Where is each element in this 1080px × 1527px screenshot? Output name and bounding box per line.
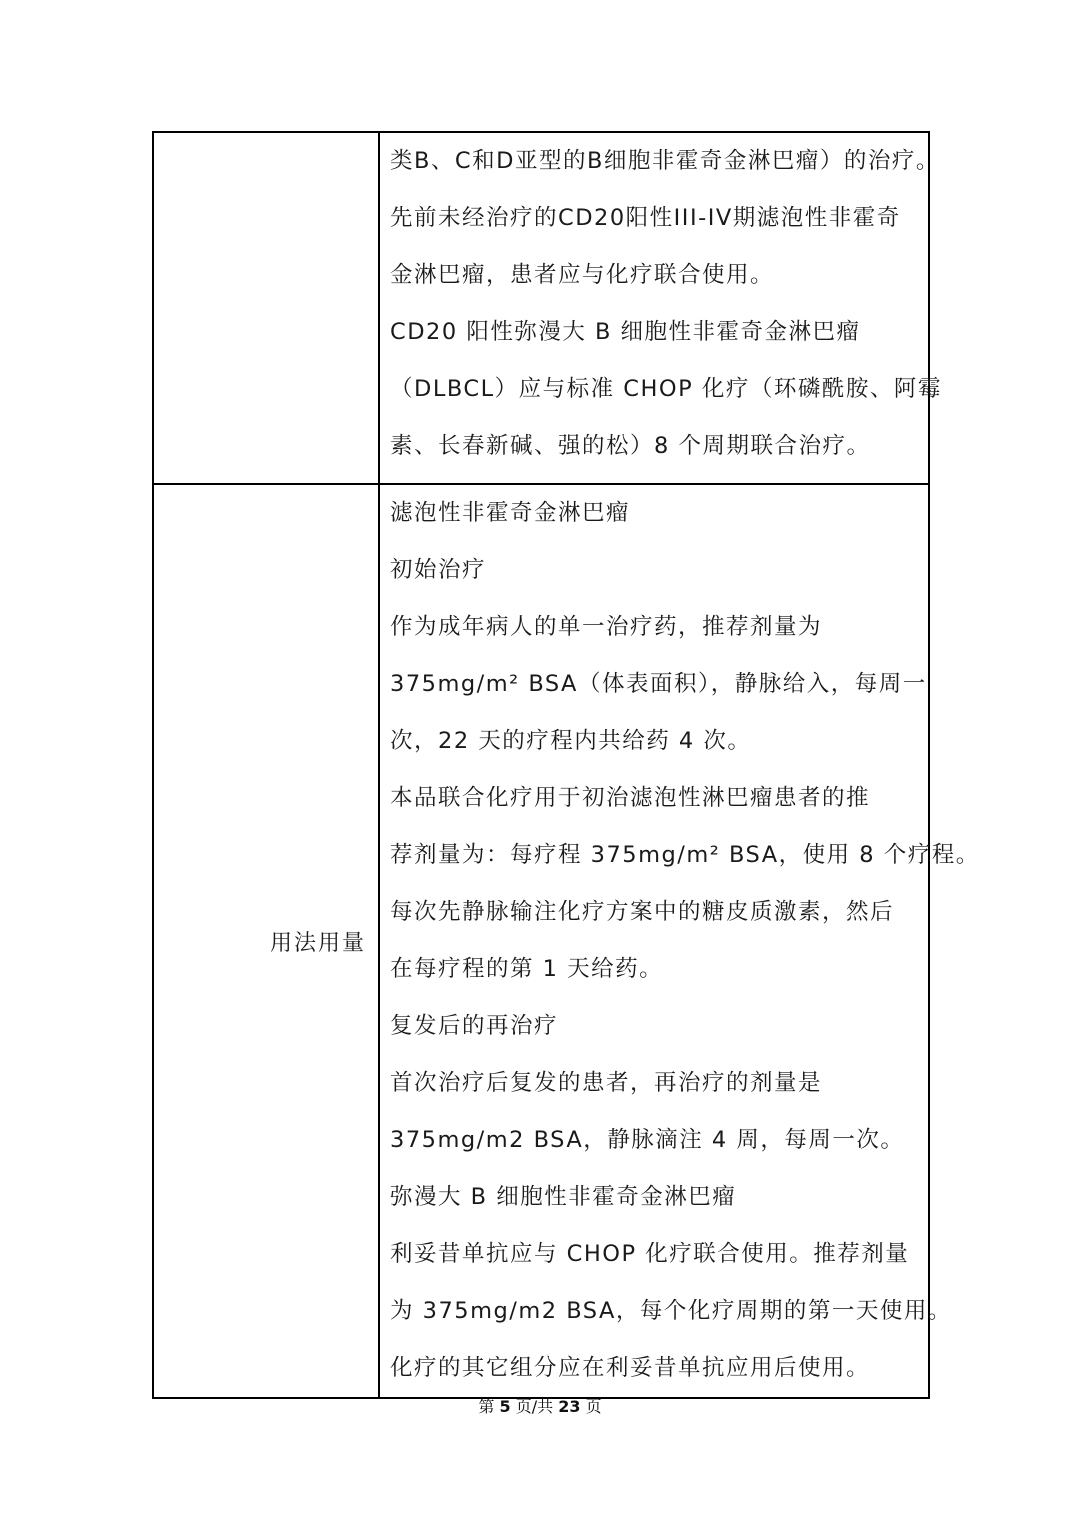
text-line: 初始治疗 xyxy=(390,557,487,583)
text-line: 为 375mg/m2 BSA，每个化疗周期的第一天使用。 xyxy=(390,1298,952,1324)
table-row-dosage xyxy=(153,484,929,1398)
text-line: 弥漫大 B 细胞性非霍奇金淋巴瘤 xyxy=(390,1184,737,1210)
text-line: 次，22 天的疗程内共给药 4 次。 xyxy=(390,728,752,754)
row-content-cell xyxy=(379,132,942,484)
text-line: 首次治疗后复发的患者，再治疗的剂量是 xyxy=(390,1070,823,1096)
dosage-text xyxy=(380,485,980,1397)
text-line: 每次先静脉输注化疗方案中的糖皮质激素，然后 xyxy=(390,899,895,925)
text-line: 375mg/m² BSA（体表面积），静脉给入，每周一 xyxy=(390,671,927,697)
drug-info-table xyxy=(152,131,980,1399)
page-footer xyxy=(0,1394,1080,1417)
total-pages-number: 23 xyxy=(558,1397,581,1416)
row-label-cell xyxy=(153,484,379,1398)
text-line: 本品联合化疗用于初治滤泡性淋巴瘤患者的推 xyxy=(390,785,871,811)
text-line: 素、长春新碱、强的松）8 个周期联合治疗。 xyxy=(390,433,871,459)
table-row-indications-continued xyxy=(153,132,929,484)
dosage-label: 用法用量 xyxy=(269,930,366,956)
footer-prefix: 第 xyxy=(478,1397,500,1416)
text-line: 化疗的其它组分应在利妥昔单抗应用后使用。 xyxy=(390,1355,871,1381)
text-line: 金淋巴瘤，患者应与化疗联合使用。 xyxy=(390,262,775,288)
text-line: CD20 阳性弥漫大 B 细胞性非霍奇金淋巴瘤 xyxy=(390,319,861,345)
text-line: 复发后的再治疗 xyxy=(390,1013,559,1039)
row-label-cell xyxy=(153,132,379,484)
text-line: 先前未经治疗的CD20阳性III-IV期滤泡性非霍奇 xyxy=(390,205,901,231)
text-line: 利妥昔单抗应与 CHOP 化疗联合使用。推荐剂量 xyxy=(390,1241,910,1267)
text-line: 在每疗程的第 1 天给药。 xyxy=(390,956,664,982)
footer-middle: 页/共 xyxy=(510,1397,559,1416)
indications-text xyxy=(380,133,942,483)
footer-suffix: 页 xyxy=(580,1397,602,1416)
text-line: 作为成年病人的单一治疗药，推荐剂量为 xyxy=(390,614,823,640)
text-line: 类B、C和D亚型的B细胞非霍奇金淋巴瘤）的治疗。 xyxy=(390,148,940,174)
text-line: （DLBCL）应与标准 CHOP 化疗（环磷酰胺、阿霉 xyxy=(390,376,942,402)
row-content-cell xyxy=(379,484,980,1398)
text-line: 滤泡性非霍奇金淋巴瘤 xyxy=(390,500,631,526)
current-page-number: 5 xyxy=(499,1397,511,1416)
text-line: 荐剂量为：每疗程 375mg/m² BSA，使用 8 个疗程。 xyxy=(390,842,980,868)
text-line: 375mg/m2 BSA，静脉滴注 4 周，每周一次。 xyxy=(390,1127,905,1153)
